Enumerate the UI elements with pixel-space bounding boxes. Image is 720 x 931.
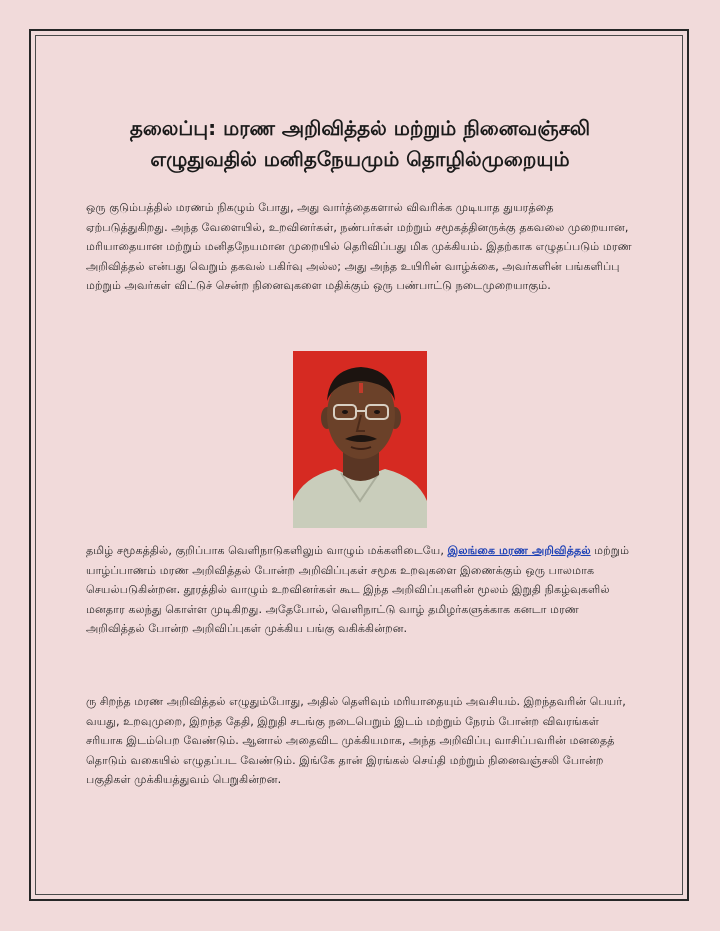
paragraph-writing-guidance: ரு சிறந்த மரண அறிவித்தல் எழுதும்போது, அதில் தெளிவும் மரியாதையும் அவசியம். இறந்தவரின் பெயர், வயது, உறவுமுறை, இறந்த தேதி, இறுதி சடங்கு நடைபெறும் இடம் மற்றும் நேரம் போன்ற விவரங்கள் சரியாக இடம்பெற வேண்டும். ஆனால் அதைவிட முக்கியமாக, அந்த அறிவிப்பு வாசிப்பவரின் மனதைத் தொடும் வகையில் எழுதப்பட வேண்டும். இங்கே தான் இரங்கல் செய்தி மற்றும் நினைவஞ்சலி போன்ற பகுதிகள் முக்கியத்துவம் பெறுகின்றன. <box>86 695 626 786</box>
title-line-2: எழுதுவதில் மனிதநேயமும் தொழில்முறையும் <box>150 147 570 171</box>
portrait-illustration <box>293 351 427 528</box>
paragraph-community-text-1: தமிழ் சமூகத்தில், குறிப்பாக வெளிநாடுகளிலும் வாழும் மக்களிடையே, <box>86 544 448 557</box>
paragraph-community <box>86 541 638 639</box>
document-title <box>70 113 650 175</box>
paragraph-community-text-2: மற்றும் யாழ்ப்பாணம் மரண அறிவித்தல் போன்ற அறிவிப்புகள் சமூக உறவுகளை இணைக்கும் ஒரு பாலமாக செயல்படுகின்றன. தூரத்தில் வாழும் உறவினர்கள் கூட இந்த அறிவிப்புகளின் மூலம் இறுதி நிகழ்வுகளில் மனதார கலந்து கொள்ள முடிகிறது. அதேபோல், வெளிநாட்டு வாழ் தமிழர்களுக்காக கனடா மரண அறிவித்தல் போன்ற அறிவிப்புகள் முக்கிய பங்கு வகிக்கின்றன. <box>86 544 630 635</box>
portrait-photo <box>293 351 427 528</box>
paragraph-intro: ஒரு குடும்பத்தில் மரணம் நிகழும் போது, அது வார்த்தைகளால் விவரிக்க முடியாத துயரத்தை ஏற்படுத்துகிறது. அந்த வேளையில், உறவினர்கள், நண்பர்கள் மற்றும் சமூகத்தினருக்கு தகவலை முறையான, மரியாதையான மற்றும் மனிதநேயமான முறையில் தெரிவிப்பது மிக முக்கியம். இதற்காக எழுதப்படும் மரண அறிவித்தல் என்பது வெறும் தகவல் பகிர்வு அல்ல; அது அந்த உயிரின் வாழ்க்கை, அவர்களின் பங்களிப்பு மற்றும் அவர்கள் விட்டுச் சென்ற நினைவுகளை மதிக்கும் ஒரு பண்பாட்டு நடைமுறையாகும். <box>86 201 632 292</box>
sri-lanka-death-notice-link[interactable]: இலங்கை மரண அறிவித்தல் <box>447 544 591 557</box>
title-line-1: தலைப்பு: மரண அறிவித்தல் மற்றும் நினைவஞ்சலி <box>129 116 591 140</box>
